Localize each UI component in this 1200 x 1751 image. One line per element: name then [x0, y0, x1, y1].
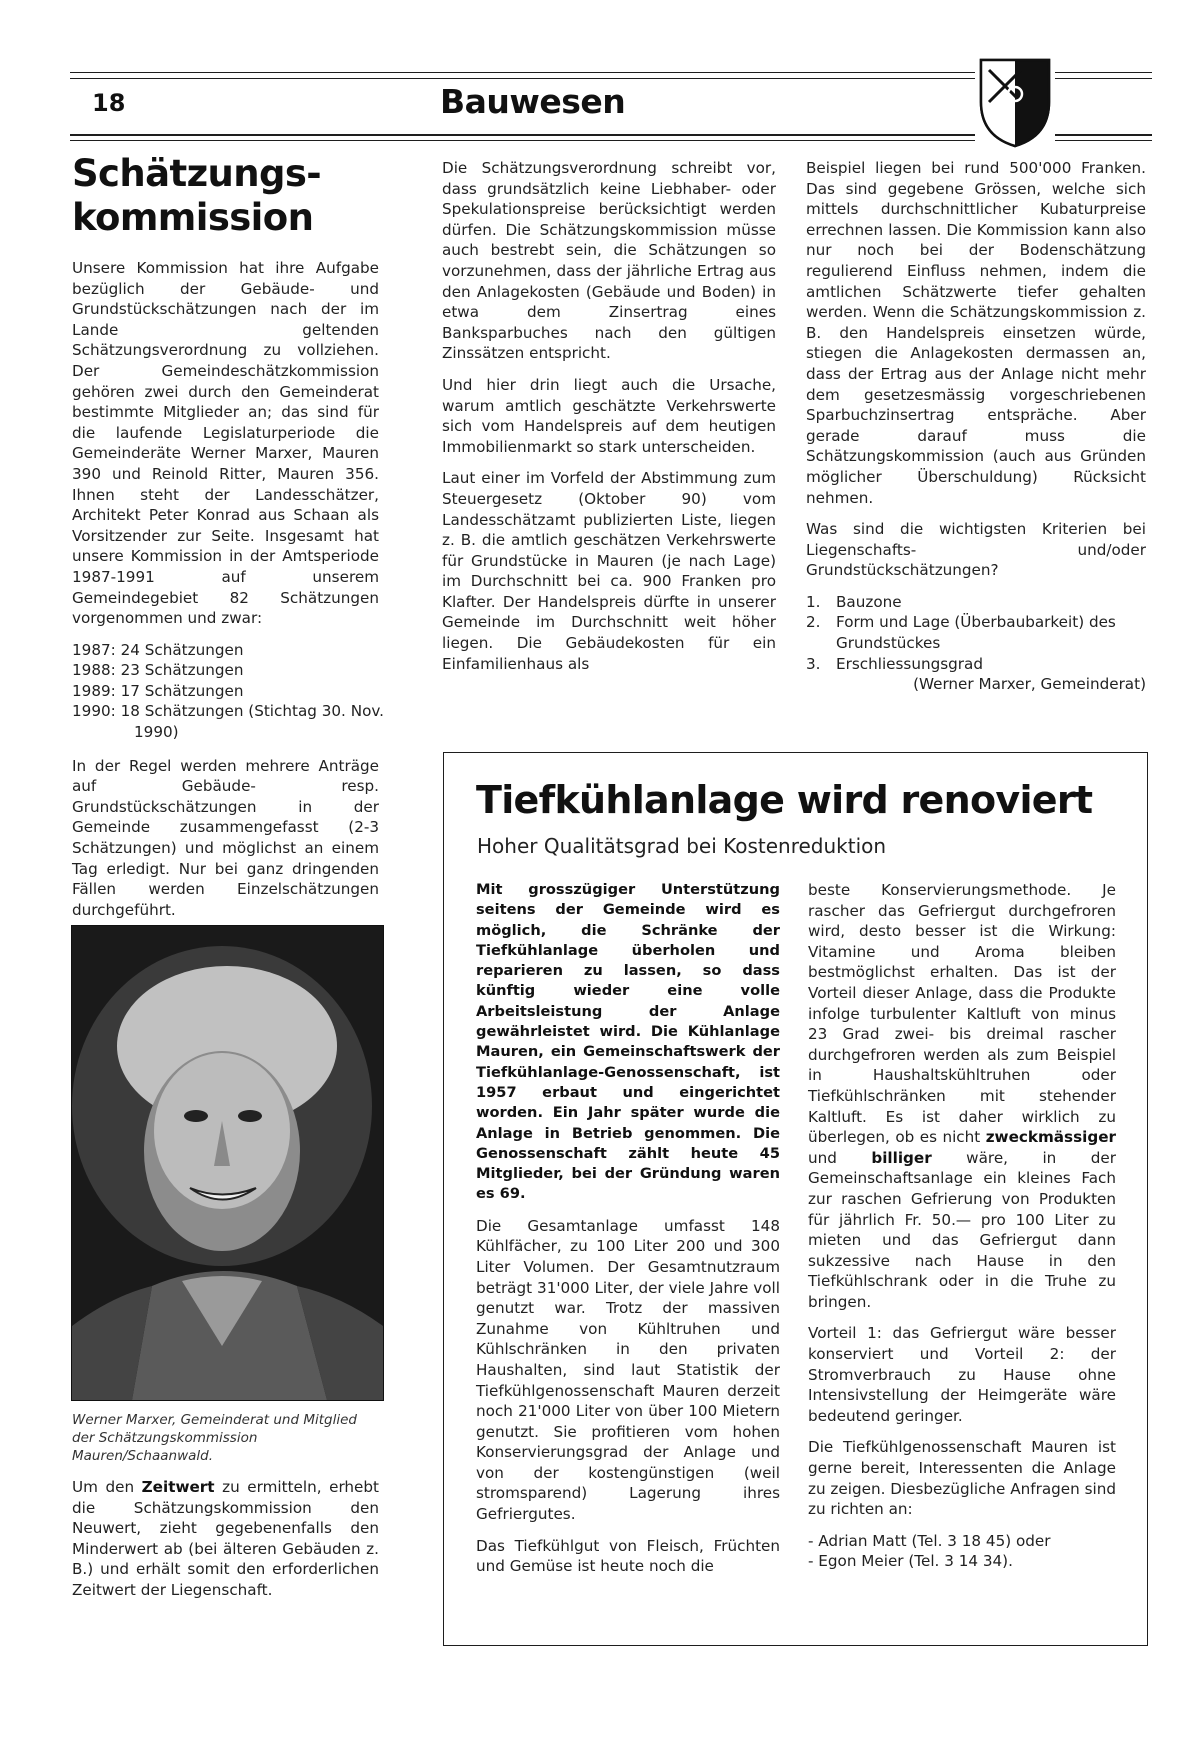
- stats-line: 1989: 17 Schätzungen: [72, 681, 244, 700]
- article-column-1-end: [72, 1477, 379, 1612]
- list-item: [806, 612, 1146, 653]
- article-column-3: [806, 158, 1146, 695]
- text-run: wäre, in der Gemeinschaftsanlage ein kleines Fach zur raschen Gefrierung von Produkten für jährlich Fr. 50.— pro 100 Liter zu mieten und das Gefriergut dann sukzessive nach Hause in den Tiefkühlschrank oder in die Truhe zu bringen.: [808, 1148, 1116, 1311]
- portrait-photo: [71, 925, 384, 1401]
- photo-caption: Werner Marxer, Gemeinderat und Mitglied der Schätzungskommission Mauren/Schaanwald.: [72, 1412, 357, 1464]
- section-title: Bauwesen: [440, 82, 626, 121]
- stats-line: 1988: 23 Schätzungen: [72, 661, 244, 680]
- list-item: [806, 592, 1146, 613]
- article-title-line2: kommission: [72, 196, 314, 239]
- coat-of-arms-logo: [975, 56, 1055, 150]
- text-run: beste Konservierungsmethode. Je rascher das Gefriergut durchgefroren wird, desto besser ist die Wirkung: Vitamine und Aroma bleiben bestmöglichst erhalten. Das ist der Vorteil dieser Anlage, dass die Produkte infolge turbulenter Kaltluft von minus 23 Grad zwei- bis dreimal rascher durchgefroren werden als zum Beispiel in Haushaltskühltruhen oder Tiefkühlschränken mit stehender Kaltluft. Es ist daher wirklich zu überlegen, ob es nicht: [808, 881, 1116, 1147]
- list-number: 1.: [806, 592, 821, 611]
- paragraph: Das Tiefkühlgut von Fleisch, Früchten und Gemüse ist heute noch die: [476, 1536, 780, 1576]
- list-text: Erschliessungsgrad: [836, 654, 983, 673]
- lead-paragraph: Mit grosszügiger Unterstützung seitens der Gemeinde wird es möglich, die Schränke der Tiefkühlanlage überholen und reparieren zu lassen, so dass künftig wieder eine volle Arbeitsleistung der Anlage gewährleistet wird. Die Kühlanlage Mauren, ein Gemeinschaftswerk der Tiefkühlanlage-Genossenschaft, ist 1957 erbaut und eingerichtet worden. Ein Jahr später wurde die Anlage in Betrieb genommen. Die Genossenschaft zählt heute 45 Mitglieder, bei der Gründung waren es 69.: [476, 881, 780, 1203]
- text-run: und: [808, 1148, 872, 1167]
- contact-line: - Adrian Matt (Tel. 3 18 45) oder: [808, 1531, 1051, 1550]
- text-run: zu ermitteln, erhebt die Schätzungskommission den Neuwert, zieht gegebenenfalls den Minderwert ab (bei älteren Gebäuden z. B.) und erhält somit den erforderlichen Zeitwert der Liegenschaft.: [72, 1478, 379, 1599]
- article2-title: Tiefkühlanlage wird renoviert: [476, 778, 1093, 822]
- paragraph: In der Regel werden mehrere Anträge auf Gebäude- resp. Grundstückschätzungen in der Gemeinde zusammengefasst (2-3 Schätzungen) und möglichst an einem Tag erledigt. Nur bei ganz dringenden Fällen werden Einzelschätzungen durchgeführt.: [72, 756, 379, 919]
- paragraph: Die Gesamtanlage umfasst 148 Kühlfächer, zu 100 Liter 200 und 300 Liter Volumen. Der Gesamtnutzraum beträgt 31'000 Liter, der viele Jahre voll genutzt war. Trotz der massiven Zunahme von Kühltruhen und Kühlschränken in den privaten Haushalten, sind laut Statistik der Tiefkühlgenossenschaft Mauren derzeit noch 21'000 Liter von über 100 Mietern genutzt. Sie profitieren vom hohen Konservierungsgrad der Anlage und von der kostengünstigen (weil stromsparend) Lagerung ihres Gefriergutes.: [476, 1216, 780, 1524]
- list-number: 3.: [806, 654, 821, 673]
- keyword-zweckmaessiger: zweckmässiger: [985, 1128, 1116, 1147]
- article2-column-right: [808, 880, 1116, 1572]
- stats-list: [72, 640, 385, 743]
- article-title-line1: Schätzungs-: [72, 152, 322, 195]
- stats-line: 1990): [134, 723, 179, 742]
- paragraph: Was sind die wichtigsten Kriterien bei Liegenschafts- und/oder Grundstückschätzungen?: [806, 520, 1146, 580]
- paragraph: [808, 880, 1116, 1312]
- paragraph: Unsere Kommission hat ihre Aufgabe bezüglich der Gebäude- und Grundstückschätzungen nach der im Lande geltenden Schätzungsverordnung zu vollziehen. Der Gemeindeschätzkommission gehören zwei durch den Gemeinderat bestimmte Mitglieder an; das sind für die laufende Legislaturperiode die Gemeinderäte Werner Marxer, Mauren 390 und Reinold Ritter, Mauren 356. Ihnen steht der Landesschätzer, Architekt Peter Konrad aus Schaan als Vorsitzender zur Seite. Insgesamt hat unsere Kommission in der Amtsperiode 1987-1991 auf unserem Gemeindegebiet 82 Schätzungen vorgenommen und zwar:: [72, 259, 379, 628]
- text-run: Um den: [72, 1478, 142, 1496]
- paragraph: Vorteil 1: das Gefriergut wäre besser konserviert und Vorteil 2: der Stromverbrauch zu Hause ohne Intensivstellung der Heimgeräte wäre bedeutend geringer.: [808, 1324, 1116, 1425]
- paragraph: Die Schätzungsverordnung schreibt vor, dass grundsätzlich keine Liebhaber- oder Spekulationspreise berücksichtigt werden dürfen. Die Schätzungskommission müsse auch bestrebt sein, die Schätzungen so vorzunehmen, dass der jährliche Ertrag aus den Anlagekosten (Gebäude und Boden) in etwa dem Zinsertrag eines Banksparbuches nach den gültigen Zinssätzen entspricht.: [442, 159, 776, 363]
- paragraph: [72, 1477, 379, 1601]
- stats-line: 1990: 18 Schätzungen (Stichtag 30. Nov.: [72, 702, 385, 721]
- list-text: Bauzone: [836, 592, 902, 611]
- contact-line: - Egon Meier (Tel. 3 14 34).: [808, 1552, 1013, 1571]
- keyword-billiger: billiger: [871, 1148, 932, 1167]
- criteria-list: [806, 592, 1146, 674]
- article2-column-left: [476, 880, 780, 1588]
- stats-line: 1987: 24 Schätzungen: [72, 640, 244, 659]
- article-column-2: [442, 158, 776, 685]
- list-item: [806, 654, 1146, 675]
- paragraph: Beispiel liegen bei rund 500'000 Franken. Das sind gegebene Grössen, welche sich mittels durchschnittlicher Kubaturpreise errechnen lassen. Die Kommission kann also nur noch bei der Bodenschätzung regulierend Einfluss nehmen, indem die amtlichen Schätzwerte tiefer gehalten werden. Wenn die Schätzungskommission z. B. den Handelspreis einsetzen würde, stiegen die Anlagekosten dermassen an, dass der Ertrag aus der Anlage nicht mehr dem gesetzesmässig vorgeschriebenen Sparbuchzinsertrag entspräche. Aber gerade darauf muss die Schätzungskommission (auch aus Gründen möglicher Überschuldung) Rücksicht nehmen.: [806, 159, 1146, 507]
- paragraph: Laut einer im Vorfeld der Abstimmung zum Steuergesetz (Oktober 90) vom Landesschätzamt publizierten Liste, liegen z. B. die amtlich geschätzen Verkehrswerte für Grundstücke in Mauren (je nach Lage) im Durchschnitt bei ca. 900 Franken pro Klafter. Der Handelspreis dürfte in unserer Gemeinde im Durchschnitt weit höher liegen. Die Gebäudekosten für ein Einfamilienhaus als: [442, 469, 776, 673]
- paragraph: Die Tiefkühlgenossenschaft Mauren ist gerne bereit, Interessenten die Anlage zu zeigen. Diesbezügliche Anfragen sind zu richten an:: [808, 1438, 1116, 1519]
- article-column-1: [72, 258, 385, 931]
- article2-subtitle: Hoher Qualitätsgrad bei Kostenreduktion: [477, 834, 887, 858]
- signature: (Werner Marxer, Gemeinderat): [913, 675, 1146, 694]
- article-title: [72, 152, 382, 240]
- paragraph: Und hier drin liegt auch die Ursache, warum amtlich geschätzte Verkehrswerte sich vom Handelspreis auf dem heutigen Immobilienmarkt so stark unterscheiden.: [442, 375, 776, 456]
- page-number: 18: [92, 89, 126, 117]
- keyword-zeitwert: Zeitwert: [141, 1478, 215, 1496]
- list-text: Form und Lage (Überbaubarkeit) des Grundstückes: [836, 613, 1116, 653]
- list-number: 2.: [806, 613, 821, 632]
